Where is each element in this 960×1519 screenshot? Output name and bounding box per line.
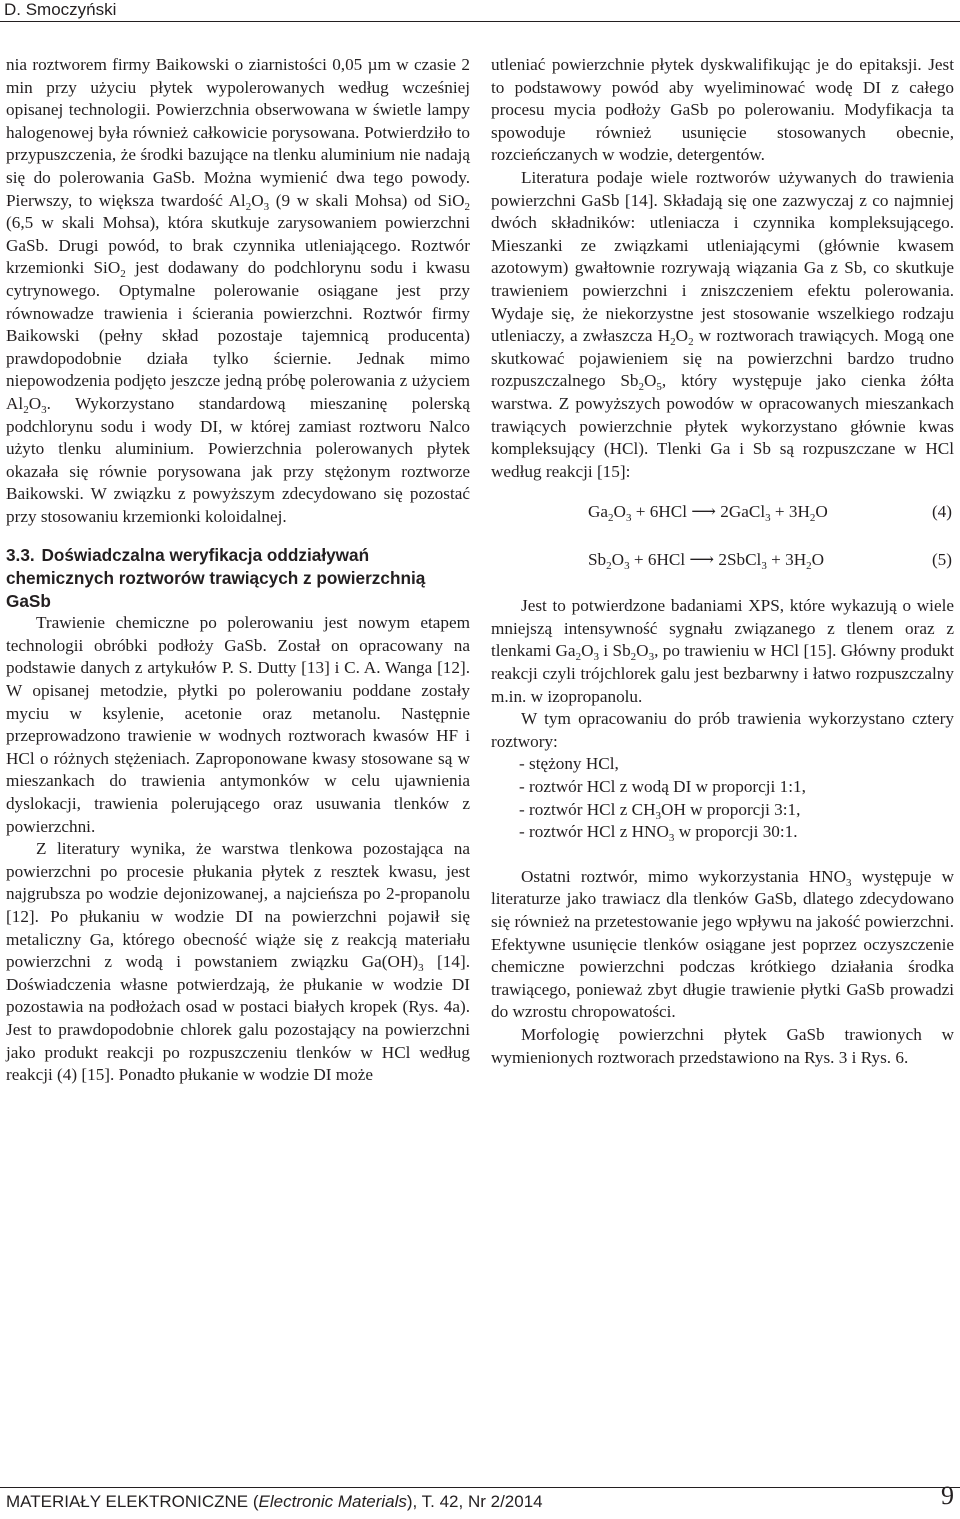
right-paragraph-2: Literatura podaje wiele roztworów używanych do trawienia powierzchni GaSb [14]. Składają się one zazwyczaj z co najmniej dwóch składników: utleniacza i czynnika kompleksującego. Mieszanki ze związkami utleniającymi (głównie kwasem azotowym) gwałtownie rozrywają wiązania Ga z Sb, co skutkuje trawieniem powierzchni i zniszczeniem efektu polerowania. Wydaje się, że niekorzystne jest stosowanie wszelkiego rodzaju utleniaczy, a zwłaszcza $H_2O_2$ w roztworach trawiących. Mogą one skutkować pojawieniem się na powierzchni bardzo trudno rozpuszczalnego $Sb_2O_5$, który występuje jako cienka żółta warstwa. Z powyższych powodów w opracowanych mieszankach trawiących powierzchnie płytek wykorzystano głównie kwas kompleksujący (HCl). Tlenki Ga i Sb są rozpuszczane w HCl według reakcji [15]: <box>491 167 954 481</box>
equation-4 <box>491 501 954 525</box>
right-paragraph-1: utleniać powierzchnie płytek dyskwalifikując je do epitaksji. Jest to podstawowy powód aby wyeliminować wodę DI z całego procesu mycia podłoży GaSb po polerowaniu. Modyfikacja ta spowoduje również usunięcie stosowanych obecnie, rozcieńczanych w wodzie, detergentów. <box>491 55 954 165</box>
journal-citation: MATERIAŁY ELEKTRONICZNE (Electronic Materials), T. 42, Nr 2/2014 <box>6 1492 543 1511</box>
header-rule <box>0 21 960 22</box>
right-paragraph-5: Ostatni roztwór, mimo wykorzystania $HNO_3$ występuje w literaturze jako trawiacz dla tlenków GaSb, dlatego zdecydowano się również na przetestowanie jego wpływu na jakość powierzchni. Efektywne usunięcie tlenków osiągane jest poprzez oczyszczenie chemiczne powierzchni podczas krótkiego działania środka trawiącego, ponieważ zbyt długie trawienie płytki GaSb prowadzi do wzrostu chropowatości. <box>491 866 954 1022</box>
running-header-author: D. Smoczyński <box>4 0 117 19</box>
right-column <box>491 54 954 1069</box>
right-paragraph-4: W tym opracowaniu do prób trawienia wykorzystano cztery roztwory: <box>491 709 954 751</box>
equation-4-number: (4) <box>931 502 952 522</box>
footer-rule <box>0 1487 960 1488</box>
right-paragraph-3: Jest to potwierdzone badaniami XPS, które wykazują o wiele mniejszą intensywność sygnału związanego z tlenem oraz z tlenkami $Ga_2O_3$ i $Sb_2O_3$, po trawieniu w HCl [15]. Główny produkt reakcji czyli trójchlorek galu jest bezbarwny i łatwo rozpuszczalny m.in. w izopropanolu. <box>491 596 954 706</box>
right-paragraph-6: Morfologię powierzchni płytek GaSb trawionych w wymienionych roztworach przedstawiono na Rys. 3 i Rys. 6. <box>491 1024 954 1067</box>
left-paragraph-3: Z literatury wynika, że warstwa tlenkowa pozostająca na powierzchni po procesie płukania płytek z resztek kwasu, jest najgrubsza po wodzie dejonizowanej, a najcieńsza po 2-propanolu [12]. Po płukaniu w wodzie DI na powierzchni pojawił się metaliczny Ga, którego obecność wiąże się z reakcją materiału powierzchni z wodą i powstaniem związku $Ga(OH)_3$ [14]. Doświadczenia własne potwierdzają, że płukanie w wodzie DI pozostawia na podłożach osad w postaci białych kropek (Rys. 4a). Jest to prawdopodobnie chlorek galu pozostający na powierzchni jako produkt reakcji po rozpuszczeniu tlenków w HCl według reakcji (4) [15]. Ponadto płukanie w wodzie DI może <box>6 839 470 1085</box>
list-item: - roztwór HCl z $CH_3OH$ w proporcji 3:1, <box>519 799 801 822</box>
list-item: - roztwór HCl z $HNO_3$ w proporcji 30:1. <box>519 822 798 845</box>
list-item: - stężony HCl, <box>519 754 619 774</box>
page-number: 9 <box>941 1481 954 1510</box>
left-paragraph-1: nia roztworem firmy Baikowski o ziarnistości 0,05 µm w czasie 2 min przy użyciu płytek wypolerowanych według wcześniej opisanej technologii. Powierzchnia obserwowana w świetle lampy halogenowej była również całkowicie porysowana. Potwierdziło to przypuszczenia, że środki bazujące na tlenku aluminium nie nadają się do polerowania GaSb. Można wymienić dwa tego powody. Pierwszy, to większa twardość $Al_2O_3$ (9 w skali Mohsa) od SiO$_2$ (6,5 w skali Mohsa), która skutkuje zarysowaniem powierzchni GaSb. Drugi powód, to brak czynnika utleniającego. Roztwór krzemionki SiO$_2$ jest dodawany do podchlorynu sodu i kwasu cytrynowego. Optymalne polerowanie osiągane jest przy równowadze trawienia i ścierania powierzchni. Roztwór firmy Baikowski (pełny skład pozostaje tajemnicą producenta) prawdopodobnie działa tylko ściernie. Jednak mimo niepowodzenia podjęto jeszcze jedną próbę polerowania z użyciem $Al_2O_3$. Wykorzystano standardową mieszaninę polerską podchlorynu sodu i wody DI, w której zamiast roztworu Nalco użyto tlenku aluminium. Powierzchnia polerowanych płytek okazała się równie porysowana jak przy stężonym roztworze Baikowski. W związku z powyższym zdecydowano się pozostać przy stosowaniu krzemionki koloidalnej. <box>6 55 471 526</box>
equation-4-formula: $Ga_2O_3 + 6HCl$ ⟶ 2GaCl$_3$ + $3H_2O$ <box>588 502 828 525</box>
list-item: - roztwór HCl z wodą DI w proporcji 1:1, <box>519 777 806 797</box>
equation-5-number: (5) <box>931 550 952 570</box>
section-heading-3-3: 3.3. Doświadczalna weryfikacja oddziaływań chemicznych roztworów trawiących z powierzchnią GaSb <box>6 545 426 611</box>
equation-5 <box>491 549 954 573</box>
left-paragraph-2: Trawienie chemiczne po polerowaniu jest nowym etapem technologii obróbki podłoży GaSb. Został on opracowany na podstawie danych z artykułów P. S. Dutty [13] i C. A. Wanga [12]. W opisanej metodzie, płytki po polerowaniu poddane zostały myciu w ksylenie, acetonie oraz metanolu. Następnie przeprowadzono trawienie w wodnych roztworach kwasów HF i HCl o różnych stężeniach. Zaproponowane kwasy stosowane są w mieszankach do trawienia antymonków w celu ujawnienia dyslokacji, trawienia polerującego oraz usuwania tlenków z powierzchni. <box>6 613 470 836</box>
equation-5-formula: $Sb_2O_3 + 6HCl$ ⟶ 2SbCl$_3$ + $3H_2O$ <box>588 550 825 573</box>
left-column <box>6 54 470 1087</box>
